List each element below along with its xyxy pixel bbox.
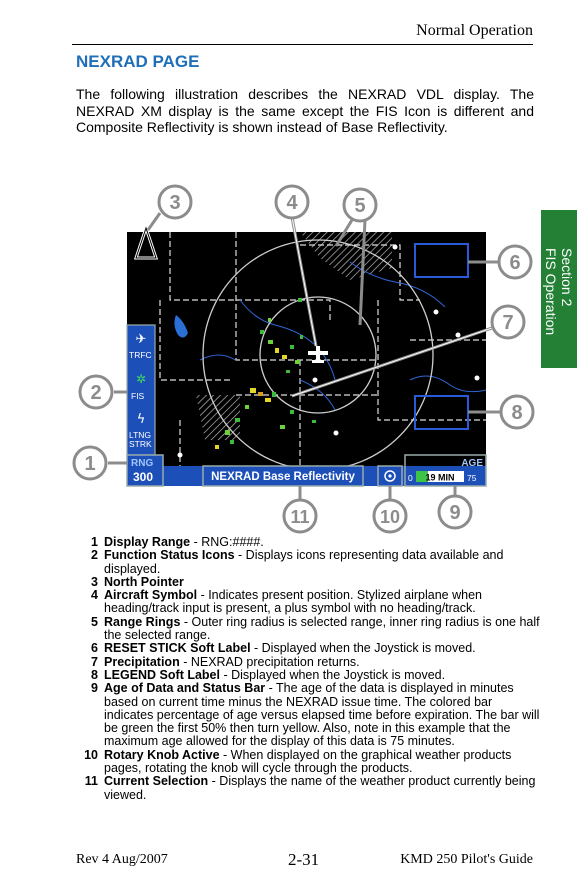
nexrad-illustration	[0, 160, 577, 540]
description-item	[80, 642, 540, 655]
item-desc: - Displayed when the Joystick is moved.	[250, 641, 476, 656]
item-number: 2	[91, 548, 98, 563]
item-desc: - Displays icons representing data available and displayed.	[104, 548, 504, 576]
callout-10-label: 10	[379, 507, 401, 527]
lightning-icon	[137, 412, 146, 427]
item-term: North Pointer	[104, 574, 184, 589]
running-header	[72, 22, 533, 45]
item-desc: - Indicates present position. Stylized airplane when heading/track input is present, a plus symbol with no heading/track.	[104, 588, 482, 616]
description-item	[80, 549, 540, 576]
item-number: 7	[91, 654, 98, 669]
callout-9	[439, 496, 471, 528]
item-text	[104, 682, 540, 748]
item-text	[104, 576, 540, 589]
item-text	[104, 589, 540, 616]
page-number: 2-31	[288, 850, 320, 869]
callout-2-label: 2	[90, 382, 102, 404]
item-number: 6	[91, 641, 98, 656]
item-text	[104, 775, 540, 802]
item-number: 9	[91, 681, 98, 696]
range-value: 300	[133, 470, 154, 484]
revision-date: Rev 4 Aug/2007	[76, 852, 168, 867]
item-number: 8	[91, 667, 98, 682]
item-desc: - RNG:####.	[190, 535, 264, 549]
callout-11	[284, 500, 316, 532]
description-item	[80, 749, 540, 776]
item-text	[104, 669, 540, 682]
ltng-label: LTNG	[129, 430, 152, 440]
item-text	[104, 642, 540, 655]
callout-1	[74, 447, 106, 479]
item-text	[104, 549, 540, 576]
item-number: 4	[91, 588, 98, 603]
callout-8-label: 8	[511, 402, 523, 424]
item-term: Function Status Icons	[104, 548, 235, 563]
section-name: Normal Operation	[416, 22, 533, 39]
description-item	[80, 669, 540, 682]
current-selection-label: NEXRAD Base Reflectivity	[211, 471, 355, 483]
callout-descriptions	[80, 536, 540, 802]
item-text	[104, 536, 540, 549]
fis-label: FIS	[131, 391, 145, 401]
intro-paragraph: The following illustration describes the NEXRAD VDL display. The NEXRAD XM display is the same except the FIS Icon is different and Composite Reflectivity is shown instead of Base Reflectivity.	[76, 86, 534, 135]
fis-icon	[136, 372, 146, 386]
item-term: Current Selection	[104, 774, 209, 789]
item-desc: - The age of the data is displayed in minutes based on current time minus the NEXRAD issue time. The colored bar indicates percentage of age versus elapsed time before expiration. The bar will be green the first 50% then turn yellow. Also, note in this example that the maximum age allowed for the display of this data is 75 minutes.	[104, 681, 540, 749]
age-value: 19 MIN	[425, 472, 455, 483]
item-term: Rotary Knob Active	[104, 747, 220, 762]
section-tab-line1: Section 2	[559, 248, 575, 307]
item-number: 11	[84, 774, 98, 789]
age-max-label: 75	[467, 473, 477, 483]
callout-3	[159, 186, 191, 218]
age-min-label: 0	[408, 473, 413, 483]
item-desc: - Outer ring radius is selected range, inner ring radius is one half the selected range.	[104, 614, 540, 643]
callout-11-label: 11	[290, 507, 310, 527]
item-text	[104, 749, 540, 776]
callout-7	[492, 306, 524, 338]
item-term: Range Rings	[104, 614, 181, 629]
description-item	[80, 775, 540, 802]
item-text	[104, 656, 540, 669]
callout-5	[344, 189, 376, 221]
callout-10	[374, 500, 406, 532]
item-desc: - Displays the name of the weather product currently being viewed.	[104, 774, 536, 802]
traffic-icon	[136, 332, 147, 347]
svg-text:ϟ: ϟ	[136, 412, 146, 427]
svg-text:✲: ✲	[135, 372, 147, 386]
strk-label: STRK	[129, 439, 152, 449]
callout-9-label: 9	[449, 502, 461, 524]
callout-5-label: 5	[354, 195, 366, 217]
item-term: Display Range	[104, 535, 191, 549]
description-item	[80, 616, 540, 643]
item-number: 3	[91, 574, 98, 589]
callout-6	[499, 246, 531, 278]
item-number: 10	[84, 747, 98, 762]
description-item	[80, 536, 540, 549]
callout-6-label: 6	[509, 252, 521, 274]
item-term: Precipitation	[104, 654, 180, 669]
item-desc: - When displayed on the graphical weather products pages, rotating the knob will cycle through the products.	[104, 747, 512, 776]
callout-7-label: 7	[502, 312, 514, 334]
callout-3-label: 3	[169, 192, 181, 214]
trfc-label: TRFC	[129, 350, 152, 360]
callout-2	[80, 376, 112, 408]
description-item	[80, 682, 540, 748]
callout-4-label: 4	[286, 192, 298, 214]
item-term: RESET STICK Soft Label	[104, 641, 251, 656]
item-term: Aircraft Symbol	[104, 588, 198, 603]
description-item	[80, 589, 540, 616]
description-item	[80, 656, 540, 669]
item-desc: - Displayed when the Joystick is moved.	[219, 667, 446, 682]
item-text	[104, 616, 540, 643]
section-tab-line2: FIS Operation	[543, 248, 559, 336]
page-title: NEXRAD PAGE	[76, 52, 200, 71]
age-label: AGE	[461, 458, 483, 469]
item-number: 5	[91, 614, 98, 629]
callout-4	[276, 186, 308, 218]
svg-text:✈: ✈	[135, 332, 147, 347]
guide-title: KMD 250 Pilot's Guide	[400, 852, 533, 867]
item-number: 1	[91, 535, 98, 549]
item-desc: - NEXRAD precipitation returns.	[179, 654, 360, 669]
item-term: Age of Data and Status Bar	[104, 681, 266, 696]
callout-8	[501, 396, 533, 428]
callout-1-label: 1	[84, 453, 96, 475]
range-label: RNG	[131, 458, 154, 469]
description-item	[80, 576, 540, 589]
item-term: LEGEND Soft Label	[104, 667, 220, 682]
